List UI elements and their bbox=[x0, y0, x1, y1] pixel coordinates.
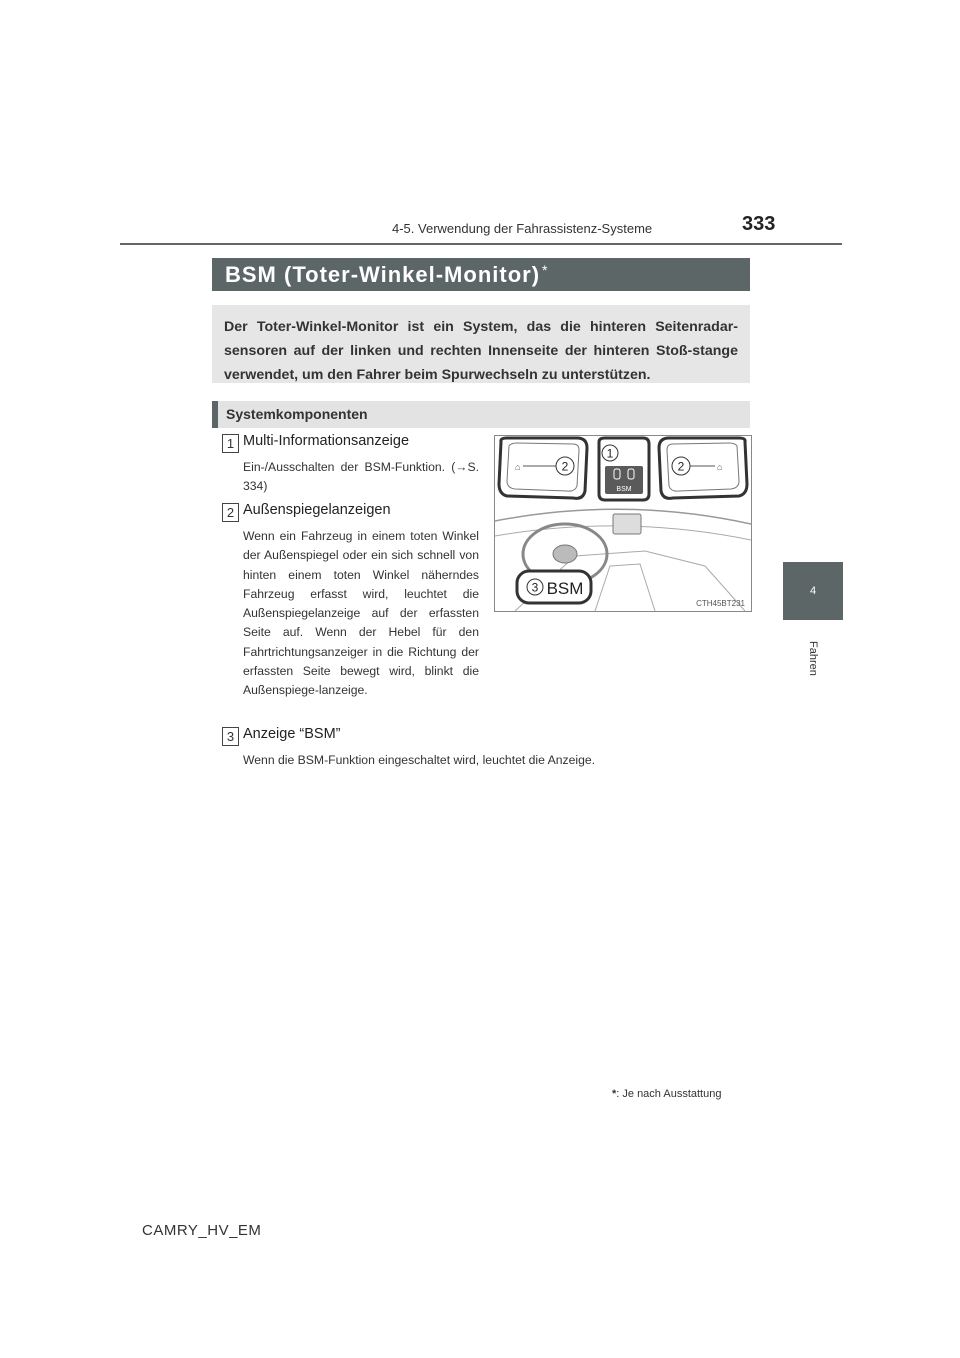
item-1-number: 1 bbox=[222, 434, 239, 453]
item-3-number: 3 bbox=[222, 727, 239, 746]
item-2-number: 2 bbox=[222, 503, 239, 522]
callout-3-label: 3 bbox=[531, 580, 539, 595]
subsection-accent bbox=[212, 401, 218, 428]
item-1-body: Ein-/Ausschalten der BSM-Funktion. (→S. 334) bbox=[243, 460, 479, 494]
figure-illustration bbox=[495, 436, 751, 611]
center-screen bbox=[613, 514, 641, 534]
item-2-title: Außenspiegelanzeigen bbox=[243, 502, 391, 518]
figure-code: CTH45BT231 bbox=[696, 599, 745, 608]
document-code: CAMRY_HV_EM bbox=[142, 1222, 262, 1239]
subsection-title: Systemkomponenten bbox=[226, 406, 368, 422]
header-divider bbox=[120, 243, 842, 245]
item-1-title: Multi-Informationsanzeige bbox=[243, 433, 410, 449]
item-3-title: Anzeige “BSM” bbox=[243, 726, 341, 742]
callout-2-right-label: 2 bbox=[677, 459, 685, 474]
intro-text: Der Toter-Winkel-Monitor ist ein System, das die hinteren Seitenradar-sensoren auf der linken und rechten Innenseite der hinteren Stoß-stange verwendet, um den Fahrer beim Spurwechseln zu unterstützen. bbox=[212, 305, 750, 383]
page-number: 333 bbox=[742, 213, 776, 235]
right-mirror-indicator: ⌂ bbox=[717, 462, 723, 472]
item-3-body: Wenn die BSM-Funktion eingeschaltet wird, leuchtet die Anzeige. bbox=[243, 753, 596, 767]
callout-2-left-label: 2 bbox=[561, 459, 569, 474]
bsm-indicator-label: BSM bbox=[546, 579, 584, 598]
left-mirror-indicator: ⌂ bbox=[515, 462, 521, 472]
figure-bsm-components bbox=[494, 435, 752, 612]
footnote bbox=[612, 1088, 721, 1100]
footnote-marker: * bbox=[612, 1088, 617, 1100]
display-bsm-label: BSM bbox=[616, 486, 632, 493]
subsection-bar bbox=[212, 401, 750, 428]
footnote-text: : Je nach Ausstattung bbox=[616, 1088, 722, 1100]
title-asterisk: * bbox=[542, 262, 549, 278]
chapter-label: Fahren bbox=[807, 640, 819, 676]
chapter-tab: 4 bbox=[783, 562, 843, 620]
title-bar bbox=[212, 258, 750, 291]
item-2-body: Wenn ein Fahrzeug in einem toten Winkel der Außenspiegel oder ein sich schnell von hinten einem toten Winkel näherndes Fahrzeug erfasst wird, leuchtet die Außenspiegelanzeige auf der erfassten Seite auf. Wenn der Hebel für den Fahrtrichtungsanzeiger in die Richtung der erfassten Seite bewegt wird, blinkt die Außenspiege-lanzeige. bbox=[243, 529, 479, 698]
steering-hub bbox=[553, 545, 577, 563]
page-title: BSM (Toter-Winkel-Monitor) bbox=[225, 262, 541, 287]
callout-1-label: 1 bbox=[606, 446, 614, 461]
section-heading: 4-5. Verwendung der Fahrassistenz-Systeme bbox=[392, 221, 653, 236]
center-console bbox=[595, 564, 655, 611]
